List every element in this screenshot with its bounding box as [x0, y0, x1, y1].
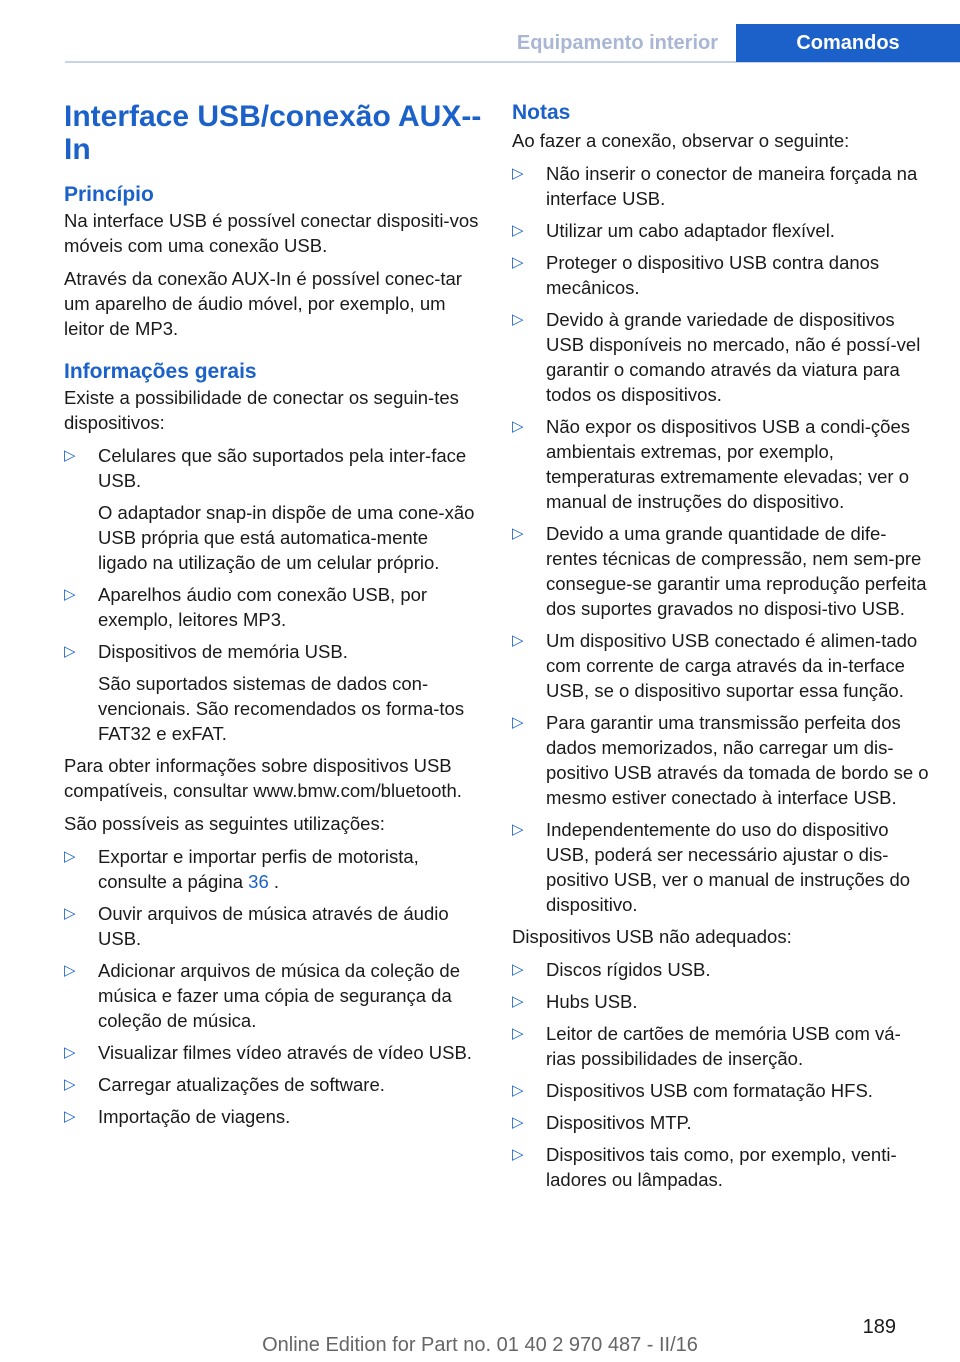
triangle-bullet-icon: ▷	[512, 1146, 524, 1163]
paragraph: São possíveis as seguintes utilizações:	[64, 813, 385, 834]
list-item-text: Devido a uma grande quantidade de dife‐rentes técnicas de compressão, nem sem‐pre consegue-se garantir uma reprodução perfeita dos suportes gravados no disposi‐tivo USB.	[546, 523, 927, 619]
triangle-bullet-icon: ▷	[64, 586, 76, 603]
list-item	[512, 218, 930, 243]
triangle-bullet-icon: ▷	[512, 821, 524, 838]
list-item-text: Discos rígidos USB.	[546, 959, 711, 980]
paragraph: Através da conexão AUX-In é possível conec‐tar um aparelho de áudio móvel, por exemplo, um leitor de MP3.	[64, 268, 462, 339]
list-item	[512, 521, 930, 621]
list-item-text: Dispositivos USB com formatação HFS.	[546, 1080, 873, 1101]
triangle-bullet-icon: ▷	[512, 632, 524, 649]
heading-informacoes-gerais: Informações gerais	[64, 360, 257, 383]
paragraph: Ao fazer a conexão, observar o seguinte:	[512, 130, 850, 151]
notes-list	[512, 161, 930, 917]
list-item	[64, 901, 482, 951]
paragraph: Na interface USB é possível conectar dispositi‐vos móveis com uma conexão USB.	[64, 210, 479, 256]
triangle-bullet-icon: ▷	[512, 1114, 524, 1131]
paragraph: Para obter informações sobre dispositivos USB compatíveis, consultar www.bmw.com/bluetooth.	[64, 755, 462, 801]
list-item-text: Dispositivos de memória USB.	[98, 641, 348, 662]
list-item	[64, 844, 482, 894]
heading-principio: Princípio	[64, 183, 154, 206]
list-item-text: Proteger o dispositivo USB contra danos mecânicos.	[546, 252, 880, 298]
list-item	[512, 307, 930, 407]
heading-notas: Notas	[512, 101, 571, 124]
list-item-text: Um dispositivo USB conectado é alimen‐tado com corrente de carga através da in‐terface USB, se o dispositivo suportar essa função.	[546, 630, 918, 701]
list-item-text: Utilizar um cabo adaptador flexível.	[546, 220, 835, 241]
triangle-bullet-icon: ▷	[64, 1108, 76, 1125]
triangle-bullet-icon: ▷	[512, 961, 524, 978]
page-number: 189	[862, 1316, 896, 1338]
list-item	[512, 817, 930, 917]
page-header	[0, 24, 960, 62]
list-item	[64, 1040, 482, 1065]
list-item-text: Hubs USB.	[546, 991, 638, 1012]
triangle-bullet-icon: ▷	[512, 418, 524, 435]
list-item	[512, 710, 930, 810]
list-item-text: Celulares que são suportados pela inter‐face USB.	[98, 445, 467, 491]
right-column	[512, 100, 930, 1199]
triangle-bullet-icon: ▷	[64, 1044, 76, 1061]
left-column	[64, 100, 482, 1136]
list-item-text: Devido à grande variedade de dispositivos USB disponíveis no mercado, não é possí‐vel garantir o comando através da viatura para todos os dispositivos.	[546, 309, 921, 405]
triangle-bullet-icon: ▷	[64, 643, 76, 660]
triangle-bullet-icon: ▷	[512, 993, 524, 1010]
list-item-text: Independentemente do uso do dispositivo USB, poderá ser necessário ajustar o dis‐positivo USB, ver o manual de instruções do dispositivo.	[546, 819, 911, 915]
triangle-bullet-icon: ▷	[512, 1082, 524, 1099]
header-section-title: Equipamento interior	[516, 32, 718, 54]
triangle-bullet-icon: ▷	[512, 254, 524, 271]
list-item	[512, 1021, 930, 1071]
triangle-bullet-icon: ▷	[512, 714, 524, 731]
list-item	[512, 1110, 930, 1135]
list-item	[512, 628, 930, 703]
list-item-text: Não inserir o conector de maneira forçada na interface USB.	[546, 163, 918, 209]
triangle-bullet-icon: ▷	[512, 311, 524, 328]
list-item	[512, 989, 930, 1014]
list-item	[64, 958, 482, 1033]
list-item-text: Ouvir arquivos de música através de áudio USB.	[98, 903, 449, 949]
header-chapter-tab: Comandos	[736, 24, 960, 62]
list-item	[64, 639, 482, 746]
list-item-text: Importação de viagens.	[98, 1106, 291, 1127]
triangle-bullet-icon: ▷	[64, 447, 76, 464]
list-item	[64, 1072, 482, 1097]
page-footer: Online Edition for Part no. 01 40 2 970 487 - II/16	[262, 1334, 698, 1356]
list-item-text: Visualizar filmes vídeo através de vídeo USB.	[98, 1042, 472, 1063]
paragraph: Dispositivos USB não adequados:	[512, 926, 792, 947]
list-item	[512, 250, 930, 300]
list-item	[64, 443, 482, 575]
paragraph: Existe a possibilidade de conectar os seguin‐tes dispositivos:	[64, 387, 459, 433]
list-item-tail: .	[268, 871, 280, 892]
triangle-bullet-icon: ▷	[512, 1025, 524, 1042]
devices-list	[64, 443, 482, 746]
list-item-text: Exportar e importar perfis de motorista, consulte a página	[98, 846, 419, 892]
list-item-text: Aparelhos áudio com conexão USB, por exemplo, leitores MP3.	[98, 584, 428, 630]
unsuitable-list	[512, 957, 930, 1192]
section-title: Interface USB/conexão AUX--In	[64, 100, 482, 166]
list-item-text: Leitor de cartões de memória USB com vá‐rias possibilidades de inserção.	[546, 1023, 901, 1069]
triangle-bullet-icon: ▷	[64, 1076, 76, 1093]
list-item-text: Carregar atualizações de software.	[98, 1074, 385, 1095]
triangle-bullet-icon: ▷	[64, 905, 76, 922]
list-item	[64, 1104, 482, 1129]
list-item	[512, 414, 930, 514]
uses-list	[64, 844, 482, 1129]
list-item	[512, 1142, 930, 1192]
list-item	[64, 582, 482, 632]
list-item-subtext: O adaptador snap-in dispõe de uma cone‐xão USB própria que está automatica‐mente ligado na utilização de um celular próprio.	[98, 502, 475, 573]
list-item-text: Para garantir uma transmissão perfeita dos dados memorizados, não carregar um dis‐positivo USB através da tomada de bordo se o mesmo estiver conectado à interface USB.	[546, 712, 929, 808]
page-reference-link[interactable]: 36	[248, 871, 269, 892]
list-item-text: Não expor os dispositivos USB a condi‐ções ambientais extremas, por exemplo, temperaturas extremamente elevadas; ver o manual de instruções do dispositivo.	[546, 416, 911, 512]
triangle-bullet-icon: ▷	[512, 525, 524, 542]
list-item	[512, 1078, 930, 1103]
triangle-bullet-icon: ▷	[64, 848, 76, 865]
list-item-text: Dispositivos MTP.	[546, 1112, 692, 1133]
list-item-text: Adicionar arquivos de música da coleção de música e fazer uma cópia de segurança da coleção de música.	[98, 960, 460, 1031]
list-item	[512, 957, 930, 982]
triangle-bullet-icon: ▷	[64, 962, 76, 979]
triangle-bullet-icon: ▷	[512, 165, 524, 182]
list-item-subtext: São suportados sistemas de dados con‐vencionais. São recomendados os forma‐tos FAT32 e exFAT.	[98, 673, 465, 744]
list-item-text: Dispositivos tais como, por exemplo, venti‐ladores ou lâmpadas.	[546, 1144, 897, 1190]
list-item	[512, 161, 930, 211]
triangle-bullet-icon: ▷	[512, 222, 524, 239]
